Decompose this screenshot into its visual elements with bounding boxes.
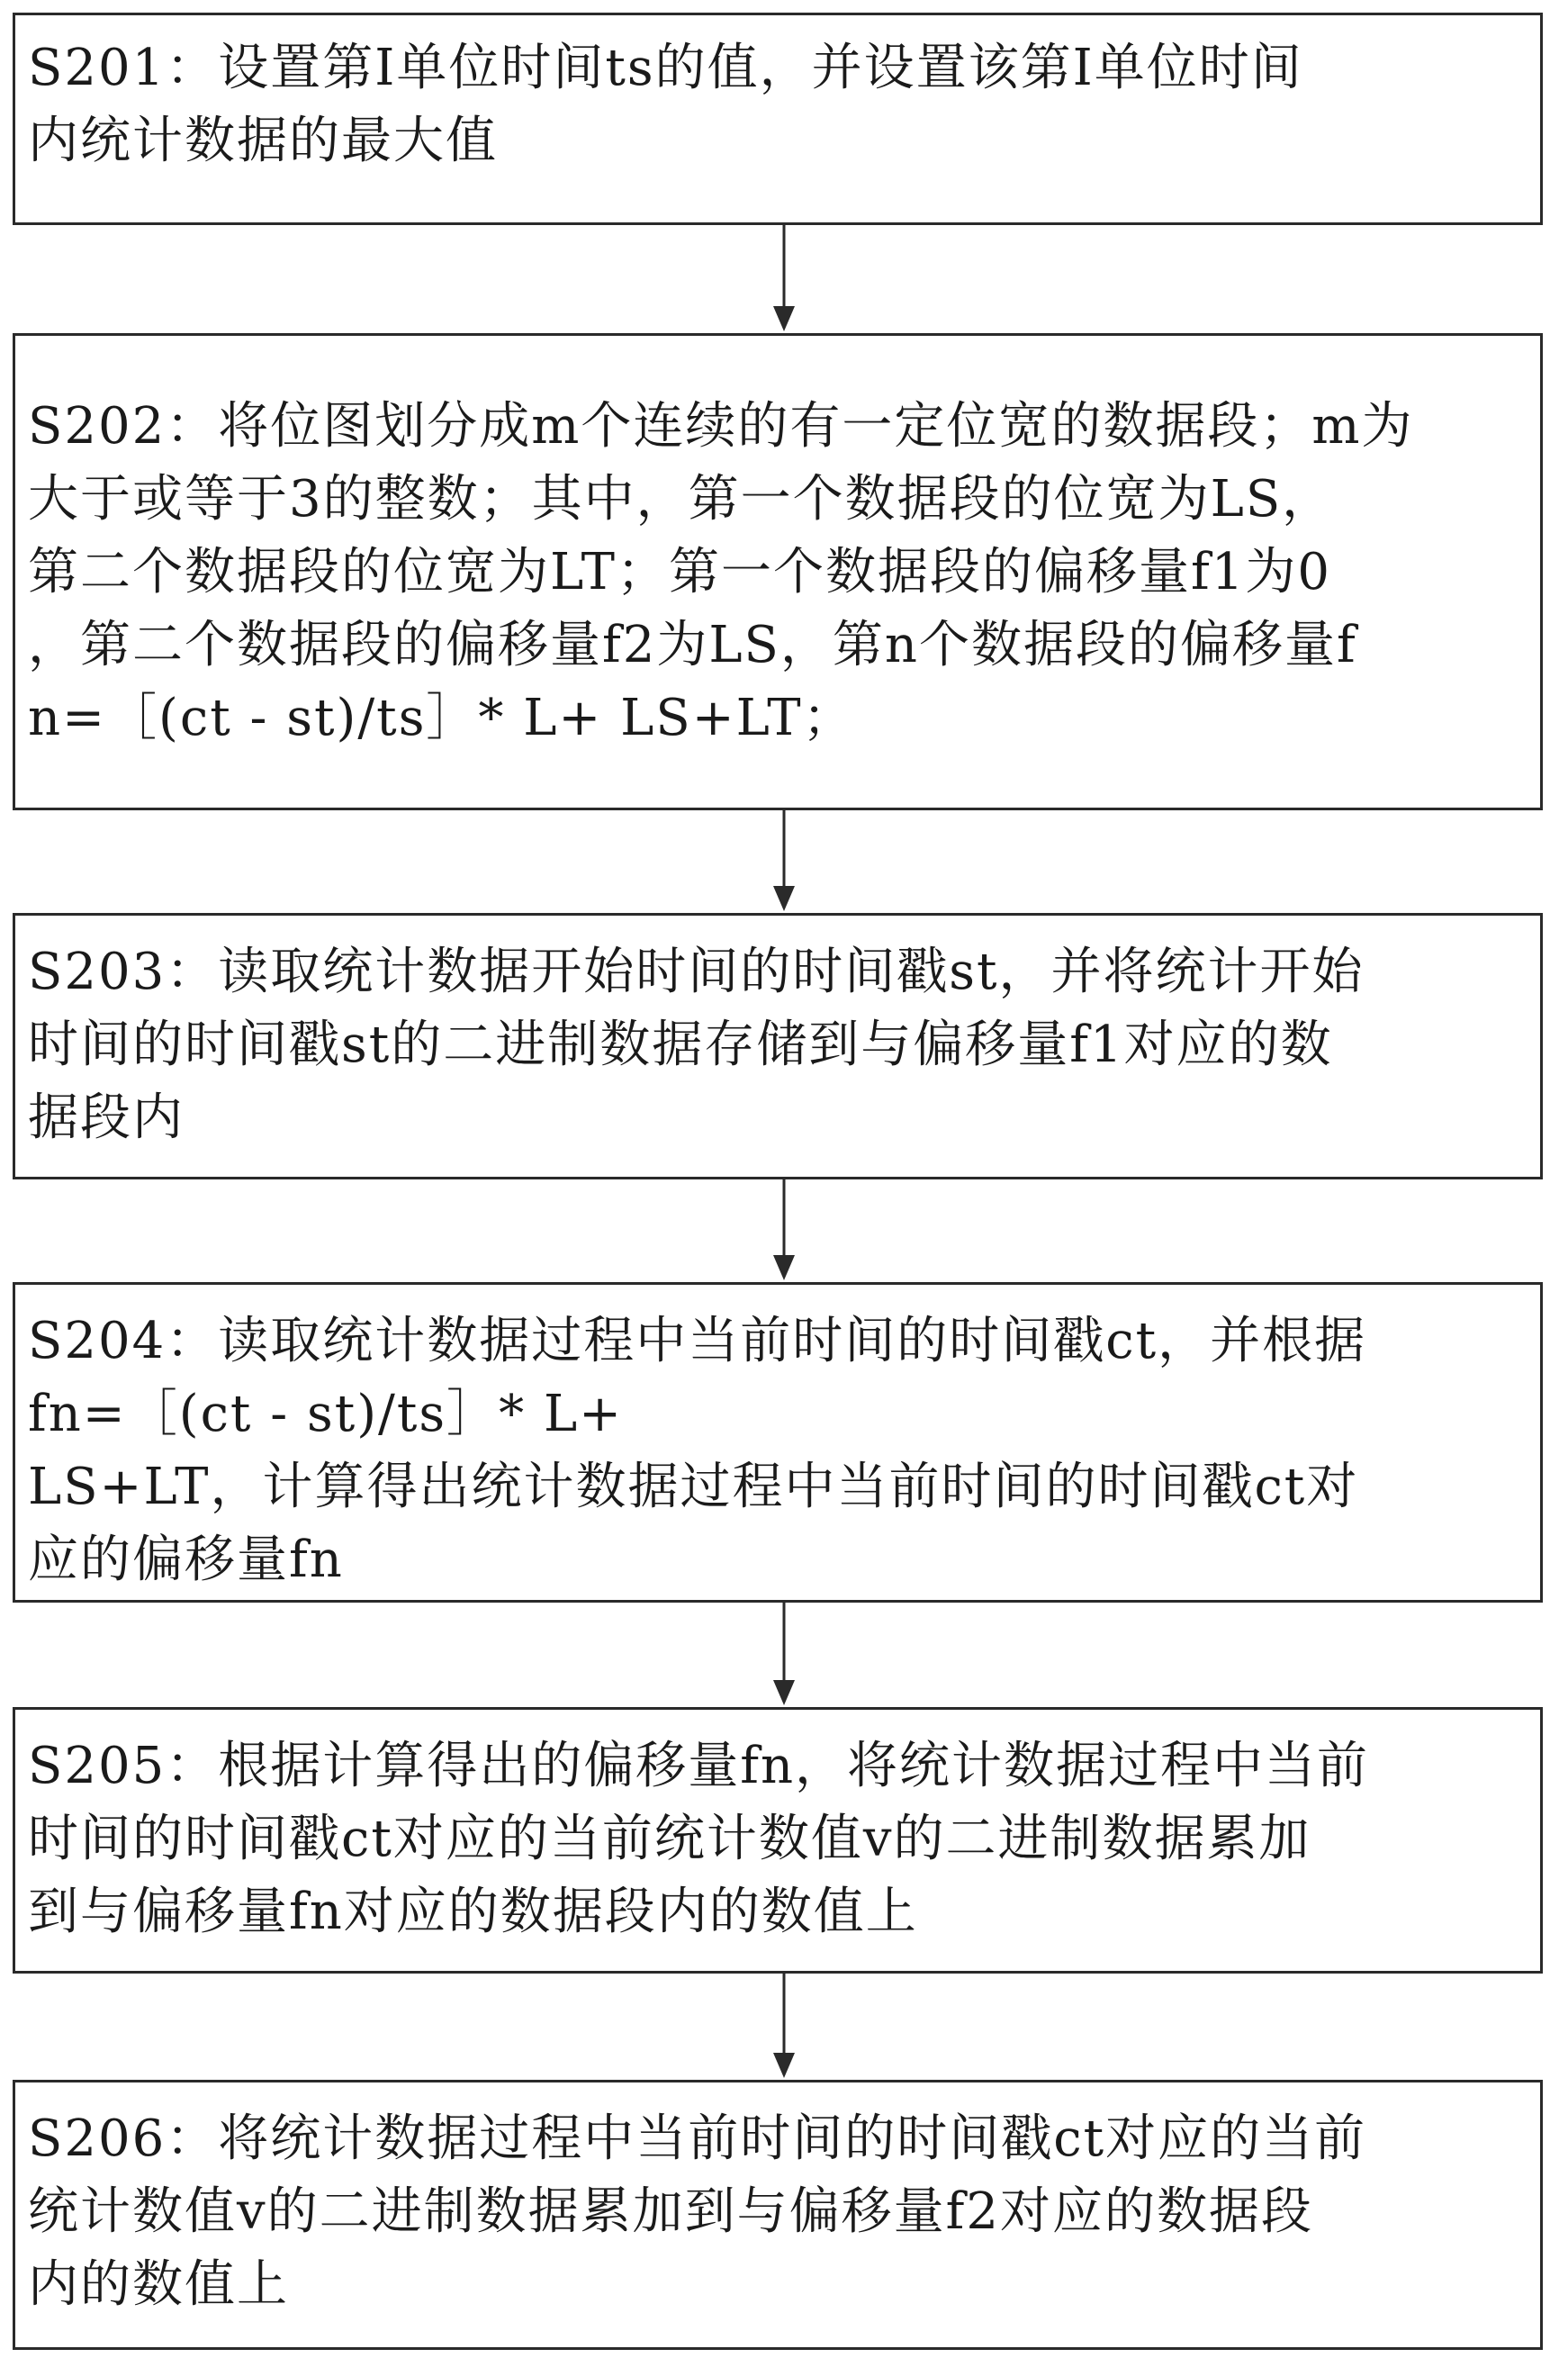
step-box-s203 xyxy=(13,913,1543,1179)
step-text-line: n=［(ct - st)/ts］* L+ LS+LT； xyxy=(28,689,855,747)
flow-arrow-3 xyxy=(768,1179,800,1282)
step-text-line: S201：设置第Ⅰ单位时间ts的值，并设置该第Ⅰ单位时间 xyxy=(28,39,1303,97)
step-text-line: 到与偏移量fn对应的数据段内的数值上 xyxy=(28,1883,918,1941)
flow-arrow-5 xyxy=(768,1974,800,2080)
step-text-line: 大于或等于3的整数；其中，第一个数据段的位宽为LS， xyxy=(28,470,1335,529)
step-text-line: 应的偏移量fn xyxy=(28,1531,344,1589)
step-text-line: LS+LT，计算得出统计数据过程中当前时间的时间戳ct对 xyxy=(28,1458,1359,1516)
step-box-s205 xyxy=(13,1707,1543,1974)
step-text-line: ，第二个数据段的偏移量f2为LS，第n个数据段的偏移量f xyxy=(28,616,1357,674)
step-text-line: 第二个数据段的位宽为LT；第一个数据段的偏移量f1为0 xyxy=(28,543,1331,601)
step-text-line: 统计数值v的二进制数据累加到与偏移量f2对应的数据段 xyxy=(28,2182,1313,2241)
step-text-line: 时间的时间戳st的二进制数据存储到与偏移量f1对应的数 xyxy=(28,1016,1333,1074)
step-text-line: fn=［(ct - st)/ts］* L+ xyxy=(28,1385,624,1443)
step-box-s204 xyxy=(13,1282,1543,1603)
step-text-line: S202：将位图划分成m个连续的有一定位宽的数据段；m为 xyxy=(28,397,1414,456)
step-text-line: 时间的时间戳ct对应的当前统计数值v的二进制数据累加 xyxy=(28,1810,1311,1868)
step-text-line: 内的数值上 xyxy=(28,2255,289,2314)
step-text-line: 内统计数据的最大值 xyxy=(28,112,498,170)
flow-arrow-1 xyxy=(768,225,800,333)
flow-arrow-4 xyxy=(768,1603,800,1707)
step-text-line: S203：读取统计数据开始时间的时间戳st，并将统计开始 xyxy=(28,943,1365,1001)
step-box-s202 xyxy=(13,333,1543,810)
step-text-line: S205：根据计算得出的偏移量fn，将统计数据过程中当前 xyxy=(28,1737,1370,1795)
flow-arrow-2 xyxy=(768,810,800,913)
step-box-s206 xyxy=(13,2080,1543,2350)
step-text-line: 据段内 xyxy=(28,1089,185,1147)
step-text-line: S204：读取统计数据过程中当前时间的时间戳ct，并根据 xyxy=(28,1312,1367,1370)
step-box-s201 xyxy=(13,13,1543,225)
step-text-line: S206：将统计数据过程中当前时间的时间戳ct对应的当前 xyxy=(28,2110,1367,2168)
